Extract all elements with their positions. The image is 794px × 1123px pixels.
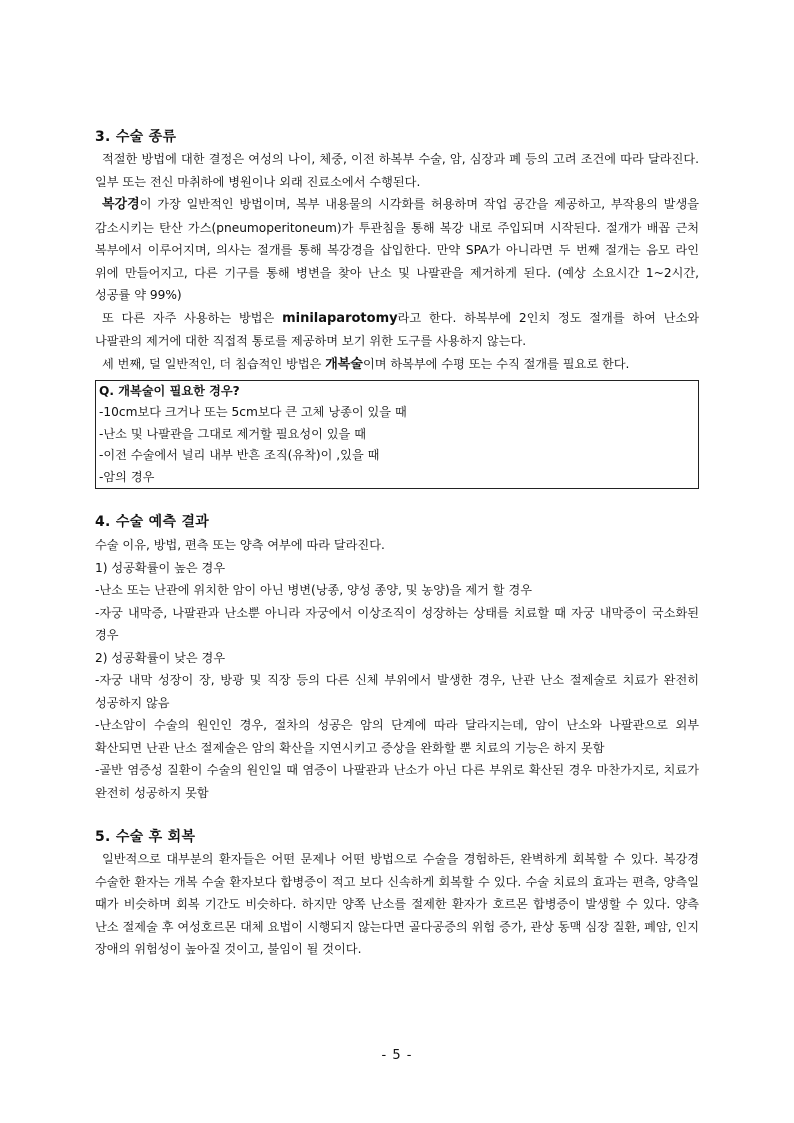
question-box-title: Q. 개복술이 필요한 경우? — [99, 384, 240, 398]
paragraph — [95, 307, 699, 353]
section-surgery-types — [95, 127, 699, 489]
page-number: - 5 - — [381, 1048, 413, 1063]
question-box-item: -난소 및 나팔관을 그대로 제거할 필요성이 있을 때 — [99, 426, 366, 441]
section-heading: 3. 수술 종류 — [95, 129, 177, 145]
paragraph: 적절한 방법에 대한 결정은 여성의 나이, 체중, 이전 하복부 수술, 암, 심장과 폐 등의 고려 조건에 따라 달라진다. 일부 또는 전신 마취하에 병원이나 외래 진료소에서 수행된다. — [95, 152, 699, 189]
question-box-item: -10cm보다 크거나 또는 5cm보다 큰 고체 낭종이 있을 때 — [99, 405, 407, 420]
bold-term: minilaparotomy — [282, 310, 398, 326]
list-item: -자궁 내막증, 나팔관과 난소뿐 아니라 자궁에서 이상조직이 성장하는 상태를 치료할 때 자궁 내막증이 국소화된 경우 — [95, 605, 699, 643]
section-recovery — [95, 827, 699, 961]
paragraph: 수술 이유, 방법, 편측 또는 양측 여부에 따라 달라진다. — [95, 538, 385, 553]
list-subheading: 2) 성공확률이 낮은 경우 — [95, 650, 226, 665]
list-item: -난소 또는 난관에 위치한 암이 아닌 병변(낭종, 양성 종양, 및 농양)을 제거 할 경우 — [95, 583, 532, 598]
section-heading: 5. 수술 후 회복 — [95, 829, 196, 846]
question-box — [95, 380, 699, 489]
paragraph — [95, 353, 699, 377]
question-box-item: -암의 경우 — [99, 469, 155, 484]
list-item: -골반 염증성 질환이 수술의 원인일 때 염증이 나팔관과 난소가 아닌 다른 부위로 확산된 경우 마찬가지로, 치료가 완전히 성공하지 못함 — [95, 763, 699, 800]
bold-term: 개복술 — [325, 356, 363, 372]
list-item: -자궁 내막 성장이 장, 방광 및 직장 등의 다른 신체 부위에서 발생한 경우, 난관 난소 절제술로 치료가 완전히 성공하지 않음 — [95, 673, 699, 710]
paragraph-text: 라고 한다. 하복부에 2인치 정도 절개를 하여 난소와 나팔관의 제거에 대한 직접적 통로를 제공하며 보기 위한 도구를 사용하지 않는다. — [95, 310, 699, 348]
paragraph-text: 이 가장 일반적인 방법이며, 복부 내용물의 시각화를 허용하며 작업 공간을 제공하고, 부작용의 발생을 감소시키는 탄산 가스(pneumoperitoneum)가 투관침을 통해 복강 내로 주입되며 시작된다. 절개가 배꼽 근처 복부에서 이루어지며, 의사는 절개를 통해 복강경을 삽입한다. 만약 SPA가 아니라면 두 번째 절개는 음모 라인 위에 만들어지고, 다른 기구를 통해 병변을 찾아 난소 및 나팔관을 제거하게 된다. (예상 소요시간 1~2시간, 성공률 약 99%) — [95, 197, 699, 302]
list-subheading: 1) 성공확률이 높은 경우 — [95, 560, 226, 575]
question-box-item: -이전 수술에서 널리 내부 반흔 조직(유착)이 ,있을 때 — [99, 448, 380, 463]
page-content — [95, 127, 699, 961]
paragraph-text: 세 번째, 덜 일반적인, 더 침습적인 방법은 — [102, 356, 326, 371]
list-item: -난소암이 수술의 원인인 경우, 절차의 성공은 암의 단계에 따라 달라지는데, 암이 난소와 나팔관으로 외부 확산되면 난관 난소 절제술은 암의 확산을 지연시키고 증상을 완화할 뿐 치료의 기능은 하지 못함 — [95, 718, 699, 755]
section-expected-results — [95, 512, 699, 804]
section-heading: 4. 수술 예측 결과 — [95, 514, 210, 531]
paragraph-text: 또 다른 자주 사용하는 방법은 — [102, 310, 283, 325]
paragraph-text: 이며 하복부에 수평 또는 수직 절개를 필요로 한다. — [362, 356, 630, 371]
bold-term: 복강경 — [102, 197, 140, 212]
paragraph — [95, 193, 699, 307]
paragraph: 일반적으로 대부분의 환자들은 어떤 문제나 어떤 방법으로 수술을 경험하든, 완벽하게 회복할 수 있다. 복강경 수술한 환자는 개복 수술 환자보다 합병증이 적고 보다 신속하게 회복할 수 있다. 수술 치료의 효과는 편측, 양측일 때가 비슷하며 회복 기간도 비슷하다. 하지만 양쪽 난소를 절제한 환자가 호르몬 합병증이 발생할 수 있다. 양측 난소 절제술 후 여성호르몬 대체 요법이 시행되지 않는다면 골다공증의 위험 증가, 관상 동맥 심장 질환, 폐암, 인지 장애의 위험성이 높아질 것이고, 불임이 될 것이다. — [95, 852, 699, 957]
